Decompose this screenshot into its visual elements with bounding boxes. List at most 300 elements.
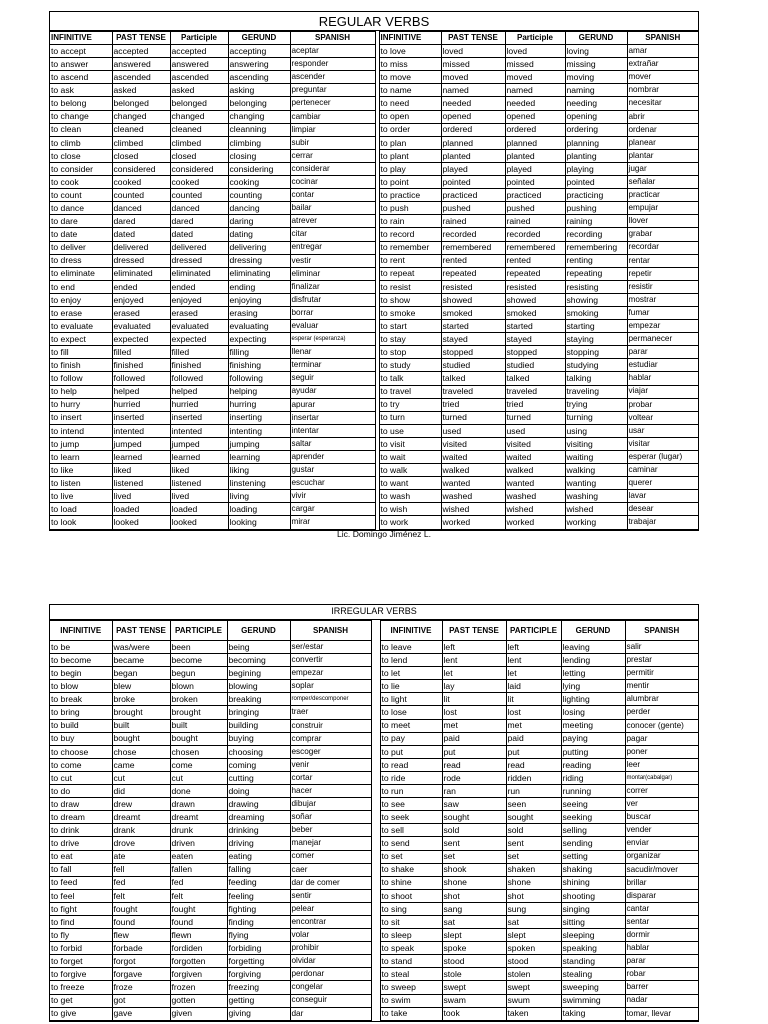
cell-past-tense: set [442,850,506,863]
cell-infinitive: to erase [50,306,112,319]
table-row [380,785,698,798]
table-row [50,1007,371,1020]
cell-gerund: finding [227,915,290,928]
cell-infinitive: to draw [50,798,112,811]
cell-past-tense: stayed [441,333,505,346]
cell-gerund: shining [561,876,625,889]
table-row [50,955,371,968]
cell-past-tense: ended [112,280,170,293]
cell-gerund: planting [565,149,627,162]
irregular-verbs-section [49,604,699,1022]
cell-infinitive: to load [50,503,112,516]
cell-spanish: parar [625,955,698,968]
cell-spanish: escuchar [290,477,375,490]
cell-spanish: necesitar [627,97,698,110]
cell-participle: ridden [506,771,561,784]
cell-infinitive: to be [50,641,112,654]
table-row [50,123,375,136]
cell-past-tense: studied [441,359,505,372]
cell-participle: put [506,745,561,758]
cell-participle: met [506,719,561,732]
table-row [380,981,698,994]
table-row [50,680,371,693]
cell-participle: belonged [170,97,228,110]
cell-infinitive: to record [379,228,441,241]
cell-past-tense: hurried [112,398,170,411]
cell-gerund: accepting [228,45,290,58]
cell-past-tense: swam [442,994,506,1007]
cell-gerund: resisting [565,280,627,293]
cell-participle: considered [170,162,228,175]
cell-spanish: enviar [625,837,698,850]
cell-gerund: forgetting [227,955,290,968]
cell-gerund: blowing [227,680,290,693]
cell-infinitive: to meet [380,719,442,732]
column-header-past-tense: PAST TENSE [112,32,170,45]
cell-participle: rented [505,254,565,267]
cell-past-tense: forgot [112,955,170,968]
cell-spanish: saltar [290,437,375,450]
table-row [50,162,375,175]
cell-infinitive: to wait [379,451,441,464]
cell-infinitive: to enjoy [50,293,112,306]
cell-past-tense: saw [442,798,506,811]
cell-participle: chosen [170,745,227,758]
cell-infinitive: to turn [379,411,441,424]
cell-gerund: loading [228,503,290,516]
table-row [50,189,375,202]
cell-gerund: learning [228,451,290,464]
table-row [379,503,698,516]
table-row [50,306,375,319]
cell-participle: repeated [505,267,565,280]
cell-participle: stolen [506,968,561,981]
cell-gerund: breaking [227,693,290,706]
cell-past-tense: ordered [441,123,505,136]
cell-past-tense: put [442,745,506,758]
cell-gerund: feeling [227,889,290,902]
cell-infinitive: to light [380,693,442,706]
cell-infinitive: to show [379,293,441,306]
regular-verbs-section [49,11,699,531]
column-header-participle: Participle [505,32,565,45]
cell-infinitive: to look [50,516,112,529]
regular-verbs-left-table [50,31,376,530]
cell-spanish: considerar [290,162,375,175]
table-row [380,850,698,863]
cell-spanish: esperar (esperanza) [290,333,375,346]
table-header-row [50,621,371,641]
table-row [380,641,698,654]
cell-gerund: eating [227,850,290,863]
cell-gerund: turning [565,411,627,424]
cell-past-tense: drew [112,798,170,811]
cell-participle: read [506,758,561,771]
cell-past-tense: gave [112,1007,170,1020]
cell-participle: started [505,320,565,333]
table-row [50,850,371,863]
cell-infinitive: to miss [379,58,441,71]
cell-spanish: correr [625,785,698,798]
cell-past-tense: sent [442,837,506,850]
cell-gerund: shaking [561,863,625,876]
table-row [380,968,698,981]
table-row [50,71,375,84]
cell-infinitive: to use [379,424,441,437]
column-header-spanish: SPANISH [290,32,375,45]
cell-past-tense: ascended [112,71,170,84]
cell-participle: jumped [170,437,228,450]
cell-past-tense: ran [442,785,506,798]
cell-participle: moved [505,71,565,84]
cell-spanish: estudiar [627,359,698,372]
table-row [379,372,698,385]
cell-infinitive: to close [50,149,112,162]
cell-past-tense: walked [441,464,505,477]
cell-infinitive: to feed [50,876,112,889]
cell-participle: remembered [505,241,565,254]
table-row [50,667,371,680]
cell-participle: opened [505,110,565,123]
cell-spanish: practicar [627,189,698,202]
cell-past-tense: closed [112,149,170,162]
cell-gerund: freezing [227,981,290,994]
cell-spanish: brillar [625,876,698,889]
cell-participle: forgotten [170,955,227,968]
cell-infinitive: to come [50,758,112,771]
cell-infinitive: to freeze [50,981,112,994]
table-row [379,215,698,228]
cell-gerund: flying [227,929,290,942]
table-row [50,771,371,784]
cell-spanish: disfrutar [290,293,375,306]
cell-past-tense: brought [112,706,170,719]
cell-participle: dated [170,228,228,241]
cell-gerund: lighting [561,693,625,706]
cell-past-tense: forgave [112,968,170,981]
cell-gerund: being [227,641,290,654]
cell-infinitive: to ascend [50,71,112,84]
cell-infinitive: to practice [379,189,441,202]
cell-infinitive: to steal [380,968,442,981]
cell-past-tense: remembered [441,241,505,254]
table-row [50,915,371,928]
cell-infinitive: to dare [50,215,112,228]
cell-infinitive: to forbid [50,942,112,955]
cell-past-tense: accepted [112,45,170,58]
cell-participle: fed [170,876,227,889]
table-row [50,902,371,915]
cell-spanish: cargar [290,503,375,516]
cell-gerund: moving [565,71,627,84]
cell-participle: loaded [170,503,228,516]
cell-past-tense: needed [441,97,505,110]
cell-past-tense: loved [441,45,505,58]
cell-spanish: ser/estar [290,641,371,654]
table-header-row [380,621,698,641]
cell-participle: pointed [505,176,565,189]
table-row [50,503,375,516]
table-row [380,732,698,745]
cell-infinitive: to order [379,123,441,136]
cell-past-tense: traveled [441,385,505,398]
cell-past-tense: pushed [441,202,505,215]
cell-gerund: needing [565,97,627,110]
table-row [380,798,698,811]
cell-infinitive: to read [380,758,442,771]
cell-spanish: perdonar [290,968,371,981]
table-row [50,346,375,359]
cell-past-tense: delivered [112,241,170,254]
cell-past-tense: named [441,84,505,97]
cell-spanish: contar [290,189,375,202]
cell-participle: done [170,785,227,798]
cell-spanish: resistir [627,280,698,293]
cell-gerund: losing [561,706,625,719]
cell-past-tense: forbade [112,942,170,955]
cell-infinitive: to stop [379,346,441,359]
cell-gerund: buying [227,732,290,745]
cell-participle: played [505,162,565,175]
cell-spanish: salir [625,641,698,654]
cell-infinitive: to listen [50,477,112,490]
cell-spanish: buscar [625,811,698,824]
cell-infinitive: to accept [50,45,112,58]
table-row [50,464,375,477]
cell-past-tense: loaded [112,503,170,516]
cell-gerund: selling [561,824,625,837]
cell-spanish: pelear [290,902,371,915]
table-row [50,228,375,241]
table-row [50,641,371,654]
cell-past-tense: liked [112,464,170,477]
cell-past-tense: stopped [441,346,505,359]
cell-past-tense: evaluated [112,320,170,333]
cell-participle: answered [170,58,228,71]
cell-gerund: feeding [227,876,290,889]
table-row [50,398,375,411]
table-row [379,228,698,241]
cell-participle: finished [170,359,228,372]
cell-spanish: probar [627,398,698,411]
cell-gerund: paying [561,732,625,745]
cell-spanish: prestar [625,654,698,667]
cell-spanish: alumbrar [625,693,698,706]
table-row [379,241,698,254]
cell-gerund: daring [228,215,290,228]
cell-participle: stayed [505,333,565,346]
cell-participle: lent [506,654,561,667]
cell-gerund: running [561,785,625,798]
cell-participle: ordered [505,123,565,136]
table-row [379,110,698,123]
cell-participle: looked [170,516,228,529]
cell-infinitive: to buy [50,732,112,745]
cell-past-tense: looked [112,516,170,529]
cell-spanish: barrer [625,981,698,994]
table-row [50,254,375,267]
table-row [380,654,698,667]
cell-spanish: dar [290,1007,371,1020]
cell-participle: counted [170,189,228,202]
cell-past-tense: expected [112,333,170,346]
column-header-spanish: SPANISH [290,621,371,641]
cell-infinitive: to like [50,464,112,477]
cell-gerund: talking [565,372,627,385]
cell-infinitive: to date [50,228,112,241]
cell-participle: drawn [170,798,227,811]
cell-past-tense: dated [112,228,170,241]
column-header-gerund: GERUND [228,32,290,45]
table-row [380,693,698,706]
cell-participle: needed [505,97,565,110]
cell-gerund: choosing [227,745,290,758]
cell-infinitive: to study [379,359,441,372]
cell-infinitive: to help [50,385,112,398]
cell-spanish: limpiar [290,123,375,136]
cell-past-tense: flew [112,929,170,942]
column-header-participle: PARTICIPLE [506,621,561,641]
cell-participle: changed [170,110,228,123]
cell-gerund: riding [561,771,625,784]
cell-gerund: becoming [227,654,290,667]
cell-participle: dreamt [170,811,227,824]
cell-gerund: climbing [228,136,290,149]
cell-spanish: terminar [290,359,375,372]
cell-past-tense: took [442,1007,506,1020]
table-header-row [50,32,375,45]
cell-infinitive: to bring [50,706,112,719]
cell-spanish: dar de comer [290,876,371,889]
cell-spanish: soñar [290,811,371,824]
cell-infinitive: to lie [380,680,442,693]
cell-gerund: eliminating [228,267,290,280]
cell-infinitive: to open [379,110,441,123]
cell-infinitive: to send [380,837,442,850]
cell-spanish: construir [290,719,371,732]
cell-past-tense: missed [441,58,505,71]
cell-infinitive: to sleep [380,929,442,942]
cell-gerund: trying [565,398,627,411]
cell-gerund: fighting [227,902,290,915]
cell-gerund: wanting [565,477,627,490]
cell-gerund: washing [565,490,627,503]
cell-gerund: showing [565,293,627,306]
cell-infinitive: to intend [50,424,112,437]
cell-gerund: counting [228,189,290,202]
cell-infinitive: to sit [380,915,442,928]
cell-participle: paid [506,732,561,745]
cell-infinitive: to blow [50,680,112,693]
cell-infinitive: to speak [380,942,442,955]
cell-gerund: liking [228,464,290,477]
cell-past-tense: sat [442,915,506,928]
cell-past-tense: learned [112,451,170,464]
cell-infinitive: to let [380,667,442,680]
column-header-infinitive: INFINITIVE [379,32,441,45]
cell-spanish: fumar [627,306,698,319]
table-row [50,798,371,811]
table-row [50,863,371,876]
cell-spanish: hablar [625,942,698,955]
cell-past-tense: counted [112,189,170,202]
cell-spanish: comprar [290,732,371,745]
table-row [379,293,698,306]
column-header-infinitive: INFINITIVE [50,32,112,45]
cell-gerund: sending [561,837,625,850]
cell-infinitive: to run [380,785,442,798]
cell-gerund: belonging [228,97,290,110]
cell-past-tense: dressed [112,254,170,267]
cell-gerund: leaving [561,641,625,654]
cell-infinitive: to fall [50,863,112,876]
cell-participle: waited [505,451,565,464]
table-row [50,411,375,424]
table-row [379,202,698,215]
column-header-spanish: SPANISH [625,621,698,641]
cell-infinitive: to set [380,850,442,863]
cell-gerund: seeing [561,798,625,811]
cell-past-tense: planned [441,136,505,149]
cell-gerund: shooting [561,889,625,902]
cell-infinitive: to evaluate [50,320,112,333]
cell-past-tense: let [442,667,506,680]
cell-gerund: giving [227,1007,290,1020]
cell-past-tense: considered [112,162,170,175]
cell-spanish: ver [625,798,698,811]
cell-spanish: repetir [627,267,698,280]
cell-gerund: falling [227,863,290,876]
cell-past-tense: washed [441,490,505,503]
cell-spanish: apurar [290,398,375,411]
cell-infinitive: to remember [379,241,441,254]
cell-spanish: viajar [627,385,698,398]
cell-gerund: dating [228,228,290,241]
cell-past-tense: wished [441,503,505,516]
table-row [50,215,375,228]
cell-infinitive: to leave [380,641,442,654]
table-row [50,45,375,58]
cell-spanish: gustar [290,464,375,477]
cell-past-tense: smoked [441,306,505,319]
cell-gerund: waiting [565,451,627,464]
table-row [380,876,698,889]
cell-spanish: aprender [290,451,375,464]
cell-infinitive: to visit [379,437,441,450]
cell-gerund: staying [565,333,627,346]
irregular-verbs-left-table [50,620,372,1021]
cell-spanish: empezar [627,320,698,333]
irregular-verbs-right-table [380,620,699,1021]
cell-participle: danced [170,202,228,215]
author-credit: Lic. Domingo Jiménez L. [336,529,432,539]
table-row [380,758,698,771]
cell-participle: swum [506,994,561,1007]
table-row [379,58,698,71]
cell-past-tense: played [441,162,505,175]
cell-participle: drunk [170,824,227,837]
cell-spanish: entregar [290,241,375,254]
cell-spanish: citar [290,228,375,241]
cell-gerund: drawing [227,798,290,811]
cell-past-tense: listened [112,477,170,490]
cell-past-tense: stood [442,955,506,968]
cell-past-tense: spoke [442,942,506,955]
cell-infinitive: to eliminate [50,267,112,280]
table-row [50,477,375,490]
cell-past-tense: lost [442,706,506,719]
cell-participle: wanted [505,477,565,490]
